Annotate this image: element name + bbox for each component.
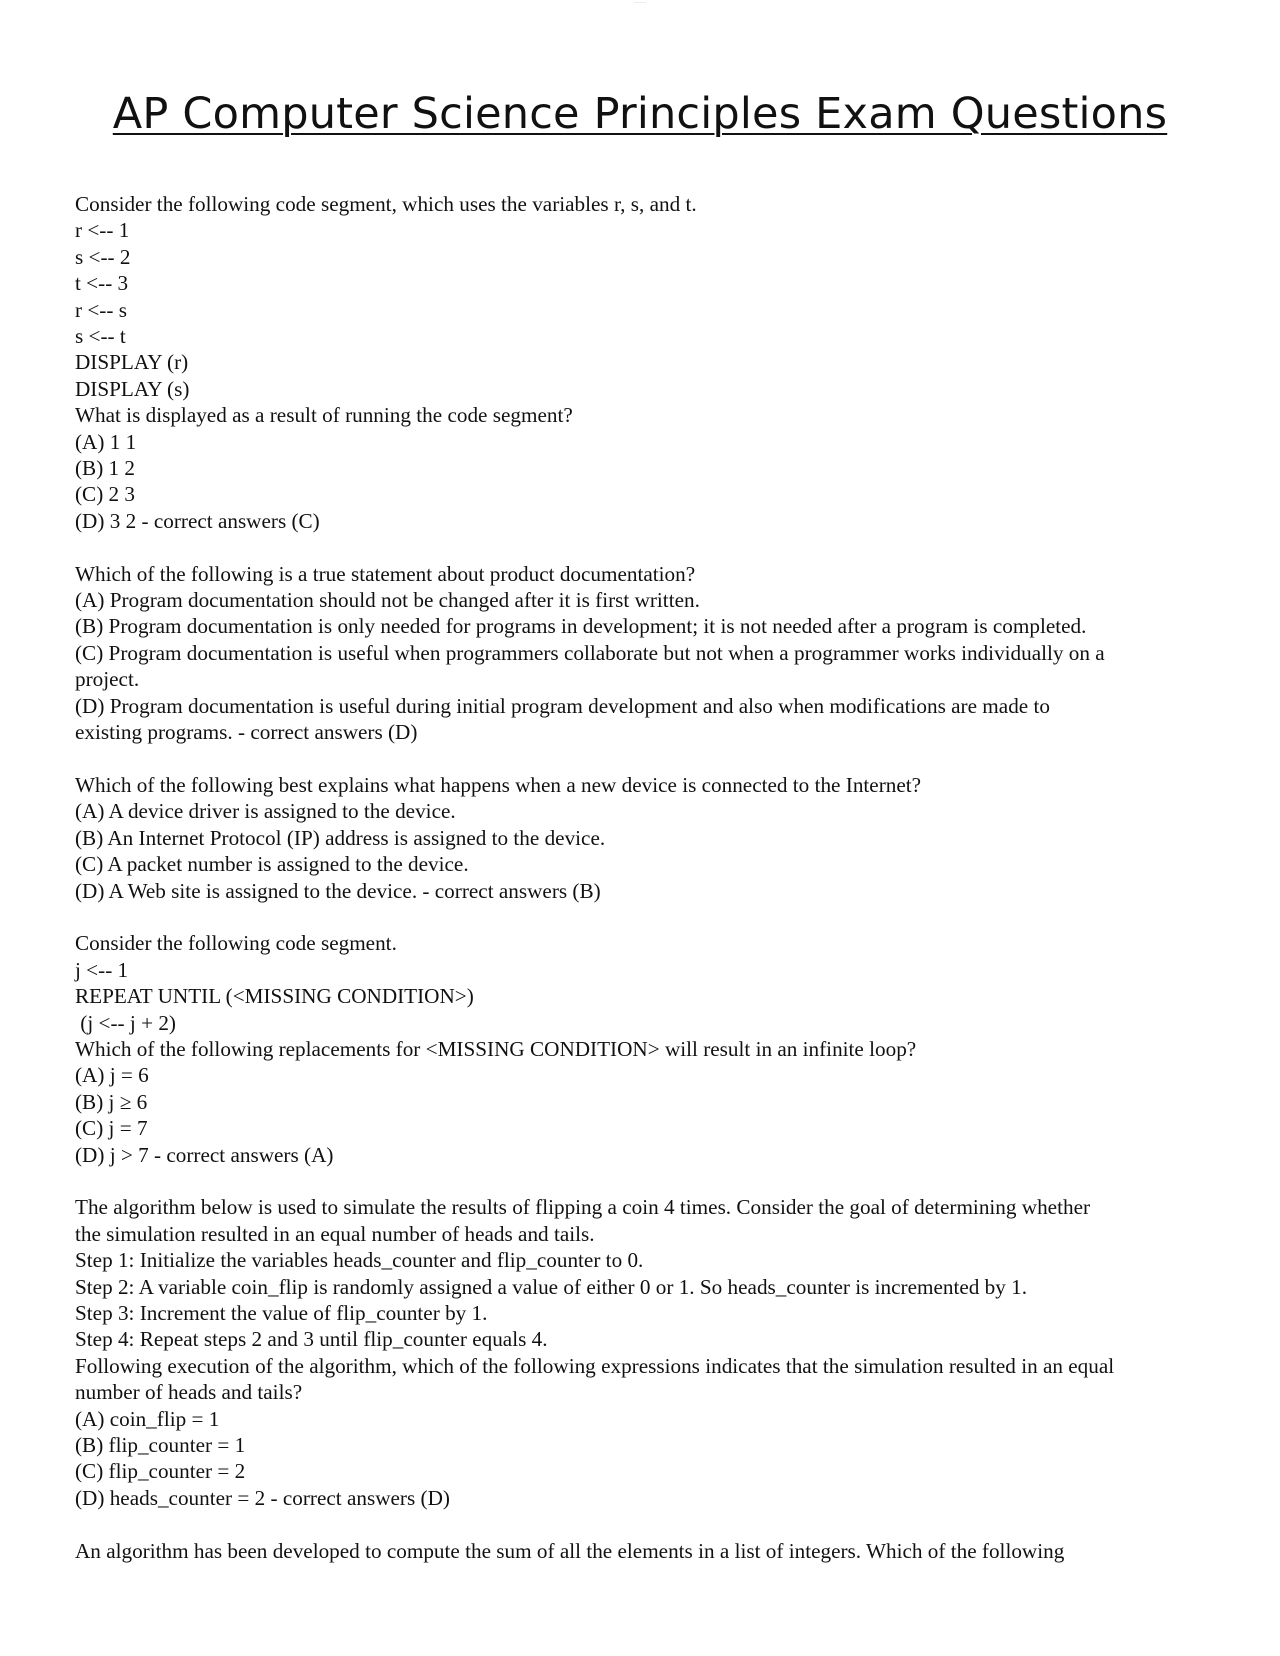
answer-option: (B) Program documentation is only needed for programs in development; it is not needed after a program is completed. bbox=[75, 614, 1087, 639]
paragraph-spacer bbox=[75, 534, 1205, 560]
answer-option: (C) j = 7 bbox=[75, 1116, 148, 1141]
answer-option: (C) flip_counter = 2 bbox=[75, 1459, 246, 1484]
code-line: t <-- 3 bbox=[75, 271, 129, 296]
code-line: r <-- s bbox=[75, 297, 127, 322]
answer-option-with-key: existing programs. - correct answers (D) bbox=[75, 720, 418, 745]
algorithm-step: Step 2: A variable coin_flip is randomly assigned a value of either 0 or 1. So heads_counter is incremented by 1. bbox=[75, 1274, 1028, 1299]
page-title: AP Computer Science Principles Exam Questions bbox=[112, 89, 1168, 139]
answer-option: (A) Program documentation should not be changed after it is first written. bbox=[75, 588, 700, 613]
algorithm-step: Step 3: Increment the value of flip_counter by 1. bbox=[75, 1301, 488, 1325]
question-block bbox=[75, 772, 1205, 904]
question-prompt: Which of the following replacements for <MISSING CONDITION> will result in an infinite loop? bbox=[75, 1036, 917, 1061]
question-block bbox=[75, 191, 1205, 534]
question-prompt: What is displayed as a result of running the code segment? bbox=[75, 403, 573, 428]
question-block bbox=[75, 1538, 1205, 1564]
code-line: s <-- 2 bbox=[75, 244, 131, 269]
paragraph-spacer bbox=[75, 1511, 1205, 1537]
page-header-mark: ----------- bbox=[634, 0, 646, 4]
answer-option-with-key: (D) 3 2 - correct answers (C) bbox=[75, 508, 320, 533]
algorithm-step: Step 4: Repeat steps 2 and 3 until flip_counter equals 4. bbox=[75, 1327, 548, 1352]
question-prompt: Following execution of the algorithm, which of the following expressions indicates that the simulation resulted in an equal bbox=[75, 1353, 1115, 1378]
answer-option: (C) Program documentation is useful when programmers collaborate but not when a programmer works individually on a bbox=[75, 640, 1105, 665]
question-stem: Consider the following code segment, which uses the variables r, s, and t. bbox=[75, 192, 697, 216]
answer-option: (B) 1 2 bbox=[75, 456, 136, 481]
question-prompt: number of heads and tails? bbox=[75, 1380, 303, 1405]
answer-option: (A) A device driver is assigned to the device. bbox=[75, 799, 456, 824]
question-block bbox=[75, 561, 1205, 746]
code-line: (j <-- j + 2) bbox=[75, 1010, 176, 1035]
answer-option: (D) Program documentation is useful during initial program development and also when modifications are made to bbox=[75, 693, 1050, 718]
paragraph-spacer bbox=[75, 746, 1205, 772]
question-list bbox=[75, 191, 1205, 1564]
answer-option-with-key: (D) j > 7 - correct answers (A) bbox=[75, 1142, 334, 1167]
question-stem: The algorithm below is used to simulate the results of flipping a coin 4 times. Consider the goal of determining whether bbox=[75, 1195, 1091, 1220]
answer-option: (B) j ≥ 6 bbox=[75, 1089, 148, 1114]
answer-option: (B) An Internet Protocol (IP) address is assigned to the device. bbox=[75, 825, 606, 850]
question-stem: Which of the following best explains what happens when a new device is connected to the Internet? bbox=[75, 772, 922, 797]
code-line: j <-- 1 bbox=[75, 957, 129, 982]
code-line: DISPLAY (r) bbox=[75, 350, 189, 375]
answer-option: project. bbox=[75, 667, 140, 692]
answer-option: (A) 1 1 bbox=[75, 429, 137, 454]
question-stem: the simulation resulted in an equal number of heads and tails. bbox=[75, 1221, 595, 1246]
question-stem: An algorithm has been developed to compute the sum of all the elements in a list of integers. Which of the following bbox=[75, 1538, 1065, 1563]
code-line: REPEAT UNTIL (<MISSING CONDITION>) bbox=[75, 984, 474, 1009]
code-line: s <-- t bbox=[75, 324, 126, 349]
answer-option: (B) flip_counter = 1 bbox=[75, 1433, 246, 1458]
paragraph-spacer bbox=[75, 1168, 1205, 1194]
paragraph-spacer bbox=[75, 904, 1205, 930]
answer-option: (A) j = 6 bbox=[75, 1063, 149, 1088]
answer-option: (C) A packet number is assigned to the device. bbox=[75, 852, 469, 877]
question-stem: Consider the following code segment. bbox=[75, 931, 397, 956]
answer-option: (A) coin_flip = 1 bbox=[75, 1406, 220, 1431]
answer-option-with-key: (D) A Web site is assigned to the device. - correct answers (B) bbox=[75, 878, 601, 903]
answer-option: (C) 2 3 bbox=[75, 482, 136, 507]
question-block bbox=[75, 930, 1205, 1168]
algorithm-step: Step 1: Initialize the variables heads_counter and flip_counter to 0. bbox=[75, 1248, 644, 1273]
question-block bbox=[75, 1194, 1205, 1511]
answer-option-with-key: (D) heads_counter = 2 - correct answers (D) bbox=[75, 1485, 450, 1510]
code-line: r <-- 1 bbox=[75, 218, 130, 243]
code-line: DISPLAY (s) bbox=[75, 376, 190, 401]
question-stem: Which of the following is a true statement about product documentation? bbox=[75, 561, 696, 586]
